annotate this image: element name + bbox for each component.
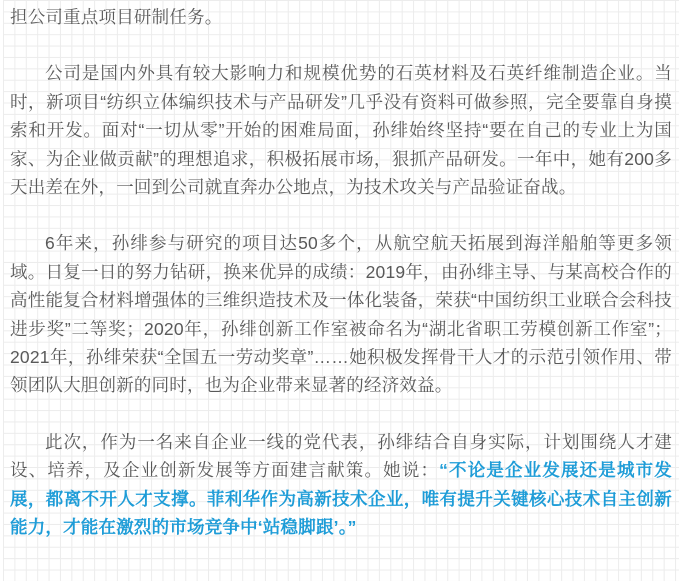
paragraph-delegate-quote-highlight-text: “不论是企业发展还是城市发展，都离不开人才支撑。菲利华作为高新技术企业，唯有提升关键核心技术自主创新能力，才能在激烈的市场竞争中‘站稳脚跟’。” [10, 460, 672, 538]
paragraph-delegate-quote-regular-text: 此次，作为一名来自企业一线的党代表，孙绯结合自身实际，计划围绕人才建设、培养，及企业创新发展等方面建言献策。她说： [10, 431, 672, 481]
article-body [10, 3, 672, 570]
paragraph-continuation: 担公司重点项目研制任务。 [10, 7, 223, 27]
paragraph-delegate-quote [10, 428, 672, 542]
paragraph-achievements: 6年来，孙绯参与研究的项目达50多个，从航空航天拓展到海洋船舶等更多领域。日复一日的努力钻研，换来优异的成绩：2019年，由孙绯主导、与某高校合作的高性能复合材料增强体的三维织造技术及一体化装备，荣获“中国纺织工业联合会科技进步奖”二等奖；2020年，孙绯创新工作室被命名为“湖北省职工劳模创新工作室”；2021年，孙绯荣获“全国五一劳动奖章”……她积极发挥骨干人才的示范引领作用、带领团队大胆创新的同时，也为企业带来显著的经济效益。 [10, 233, 672, 396]
paragraph-company-intro: 公司是国内外具有较大影响力和规模优势的石英材料及石英纤维制造企业。当时，新项目“纺织立体编织技术与产品研发”几乎没有资料可做参照，完全要靠自身摸索和开发。面对“一切从零”开始的困难局面，孙绯始终坚持“要在自己的专业上为国家、为企业做贡献”的理想追求，积极拓展市场，狠抓产品研发。一年中，她有200多天出差在外，一回到公司就直奔办公地点，为技术攻关与产品验证奋战。 [10, 63, 672, 198]
